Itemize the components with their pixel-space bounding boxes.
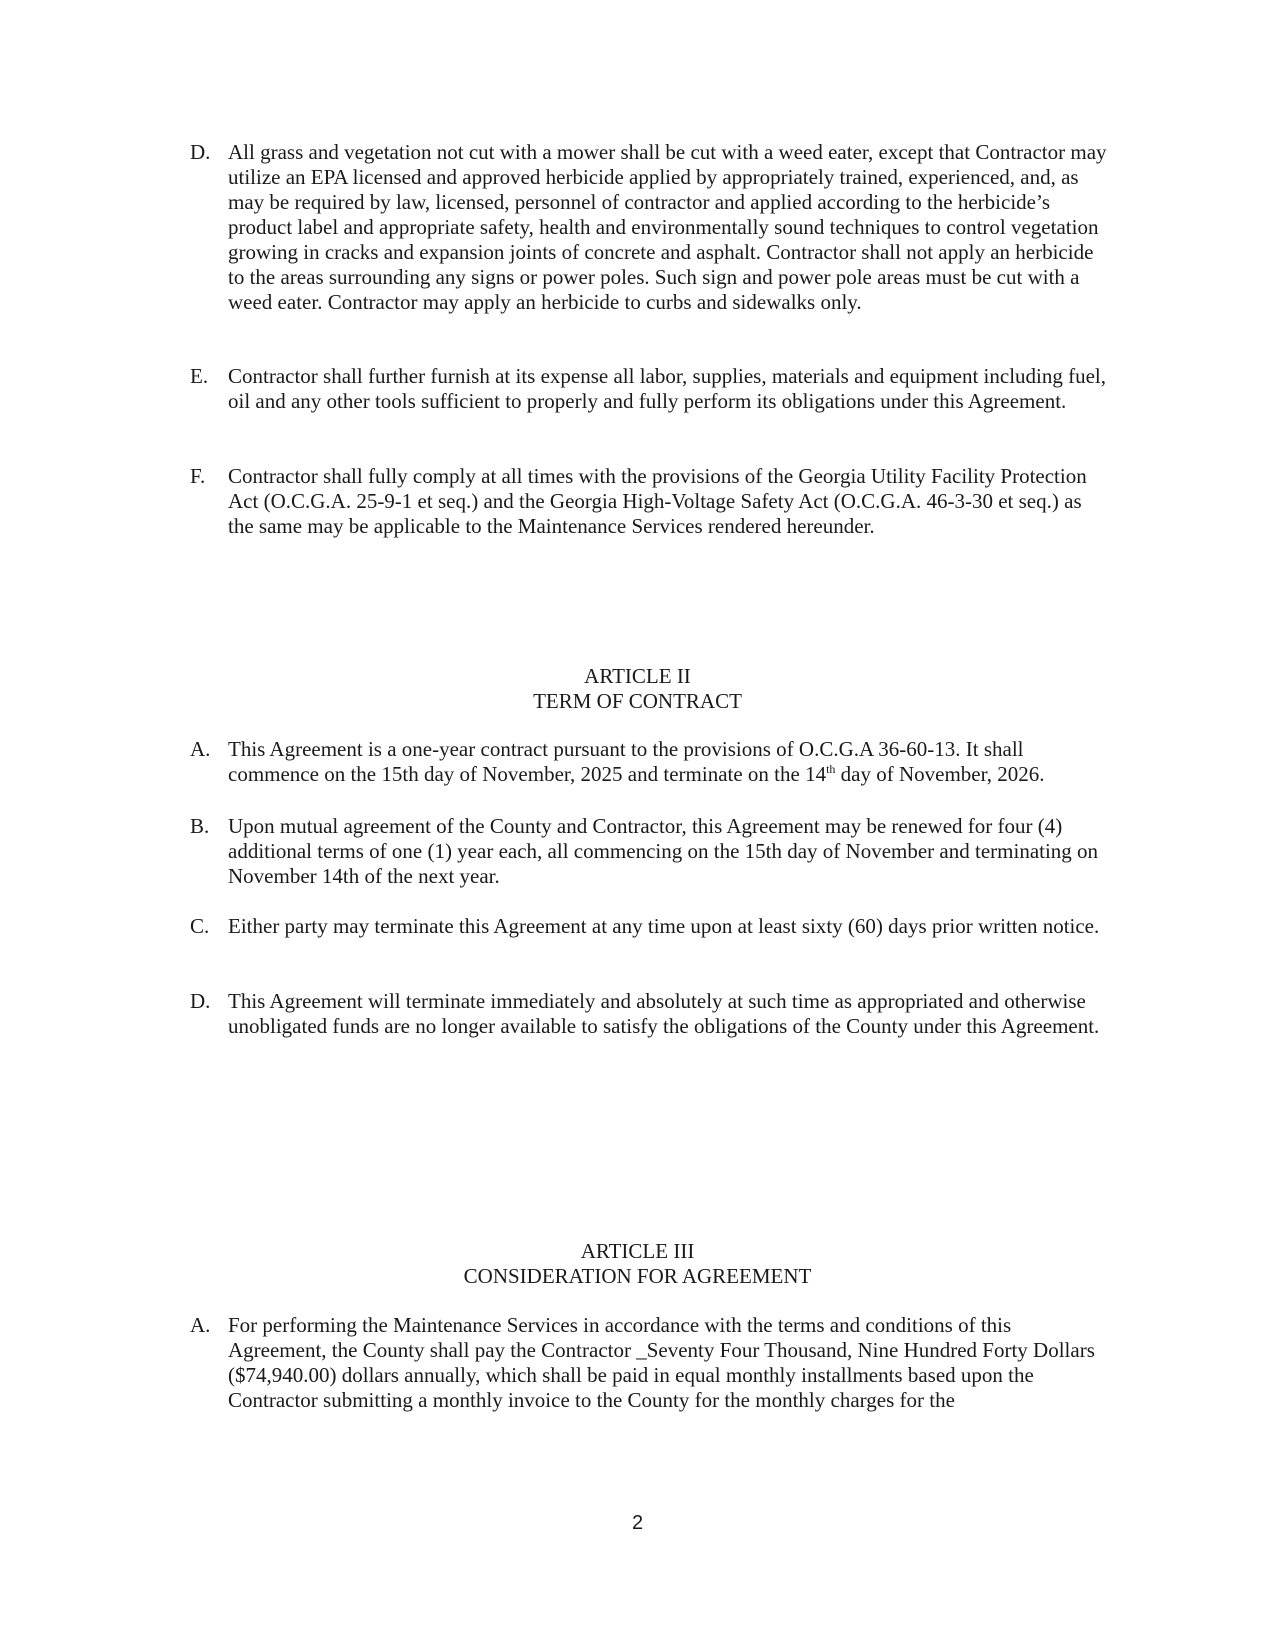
page-number: 2 (631, 1512, 644, 1534)
paragraph-article1-f (190, 464, 1110, 539)
item-letter: B. (190, 814, 210, 838)
article3-title: CONSIDERATION FOR AGREEMENT (463, 1264, 812, 1288)
paragraph-article1-d (190, 140, 1110, 315)
item-letter: D. (190, 140, 211, 164)
item-letter: E. (190, 364, 209, 388)
item-text: Contractor shall further furnish at its expense all labor, supplies, materials and equipment including fuel, oil and any other tools sufficient to properly and fully perform its obligations under this Agreement. (228, 364, 1107, 413)
item-letter: A. (190, 737, 211, 761)
article3-number: ARTICLE III (580, 1239, 695, 1263)
item-text: Upon mutual agreement of the County and Contractor, this Agreement may be renewed for four (4) additional terms of one (1) year each, all commencing on the 15th day of November and terminating on November 14th of the next year. (228, 814, 1099, 888)
paragraph-article2-c (190, 914, 1110, 939)
item-text: Contractor shall fully comply at all times with the provisions of the Georgia Utility Facility Protection Act (O.C.G.A. 25-9-1 et seq.) and the Georgia High-Voltage Safety Act (O.C.G.A. 46-3-30 et seq.) as the same may be applicable to the Maintenance Services rendered hereunder. (228, 464, 1087, 538)
article2-number: ARTICLE II (584, 664, 691, 688)
item-letter: F. (190, 464, 206, 488)
item-text: For performing the Maintenance Services in accordance with the terms and conditions of this Agreement, the County shall pay the Contractor _Seventy Four Thousand, Nine Hundred Forty Dollars ($74,940.00) dollars annually, which shall be paid in equal monthly installments based upon the Contractor submitting a monthly invoice to the County for the monthly charges for the (228, 1313, 1095, 1412)
article2-title: TERM OF CONTRACT (533, 689, 742, 713)
item-text: This Agreement is a one-year contract pursuant to the provisions of O.C.G.A 36-60-13. It shall commence on the 15th day of November, 2025 and terminate on the 14th day of November, 2026. (228, 737, 1045, 786)
paragraph-article2-d (190, 989, 1110, 1039)
item-letter: A. (190, 1313, 211, 1337)
paragraph-article2-a (190, 737, 1110, 787)
item-text: Either party may terminate this Agreement at any time upon at least sixty (60) days prior written notice. (228, 914, 1100, 938)
item-letter: D. (190, 989, 211, 1013)
paragraph-article1-e (190, 364, 1110, 414)
item-text: This Agreement will terminate immediately and absolutely at such time as appropriated and otherwise unobligated funds are no longer available to satisfy the obligations of the County under this Agreement. (228, 989, 1100, 1038)
item-letter: C. (190, 914, 210, 938)
item-text: All grass and vegetation not cut with a mower shall be cut with a weed eater, except that Contractor may utilize an EPA licensed and approved herbicide applied by appropriately trained, experienced, and, as may be required by law, licensed, personnel of contractor and applied according to the herbicide’s product label and appropriate safety, health and environmentally sound techniques to control vegetation growing in cracks and expansion joints of concrete and asphalt. Contractor shall not apply an herbicide to the areas surrounding any signs or power poles. Such sign and power pole areas must be cut with a weed eater. Contractor may apply an herbicide to curbs and sidewalks only. (228, 140, 1107, 314)
paragraph-article3-a (190, 1313, 1110, 1413)
paragraph-article2-b (190, 814, 1110, 889)
